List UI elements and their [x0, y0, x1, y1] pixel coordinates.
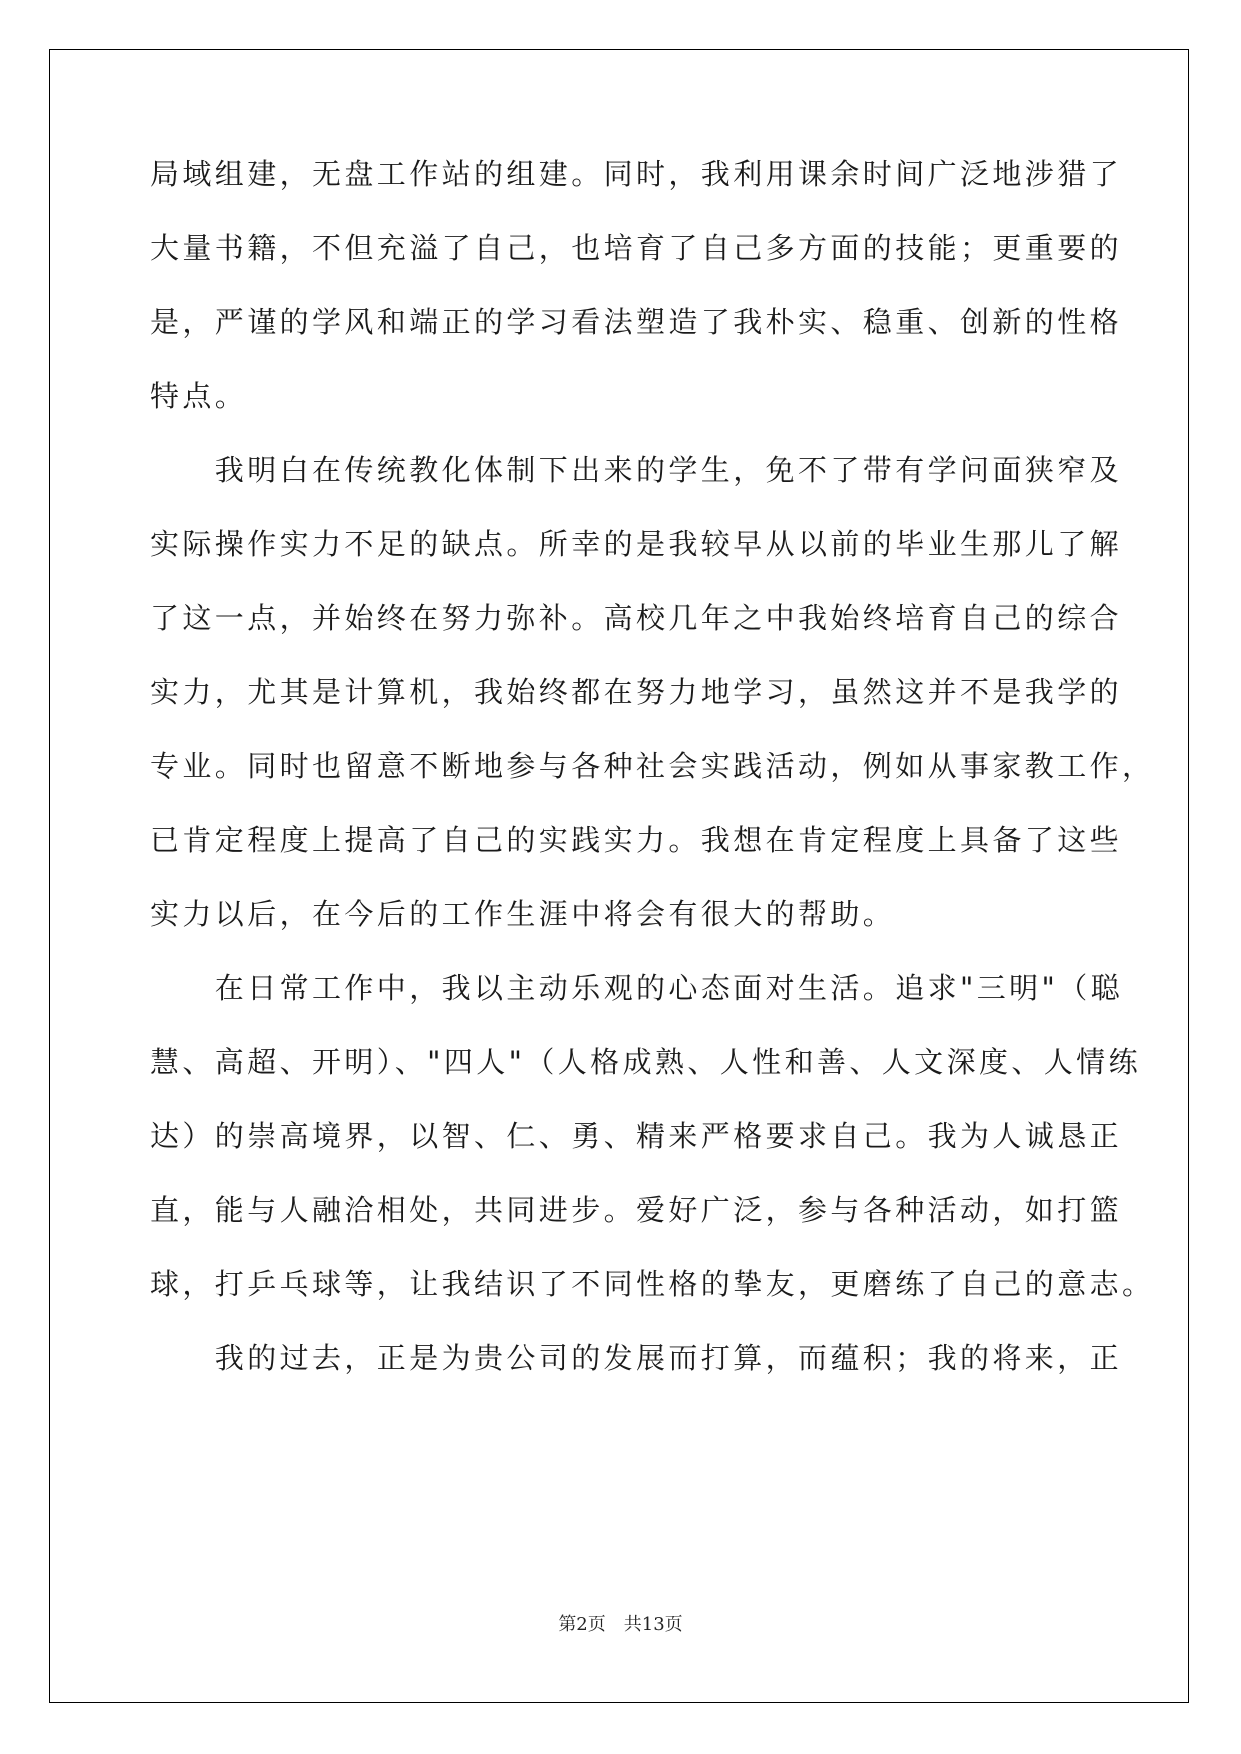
text-line: 实际操作实力不足的缺点。所幸的是我较早从以前的毕业生那儿了解 — [150, 527, 1123, 561]
text-line: 实力，尤其是计算机，我始终都在努力地学习，虽然这并不是我学的 — [150, 675, 1123, 709]
text-line: 是，严谨的学风和端正的学习看法塑造了我朴实、稳重、创新的性格 — [150, 305, 1123, 339]
text-line: 在日常工作中，我以主动乐观的心态面对生活。追求"三明"（聪 — [150, 971, 1124, 1005]
text-line: 大量书籍，不但充溢了自己，也培育了自己多方面的技能；更重要的 — [150, 231, 1123, 265]
text-line: 直，能与人融洽相处，共同进步。爱好广泛，参与各种活动，如打篮 — [150, 1193, 1123, 1227]
text-line: 专业。同时也留意不断地参与各种社会实践活动，例如从事家教工作， — [150, 749, 1155, 783]
text-line: 我的过去，正是为贵公司的发展而打算，而蕴积；我的将来，正 — [150, 1341, 1123, 1375]
text-line: 局域组建，无盘工作站的组建。同时，我利用课余时间广泛地涉猎了 — [150, 157, 1123, 191]
text-line: 慧、高超、开明）、"四人"（人格成熟、人性和善、人文深度、人情练 — [150, 1045, 1141, 1079]
text-line: 我明白在传统教化体制下出来的学生，免不了带有学问面狭窄及 — [150, 453, 1123, 487]
text-line: 实力以后，在今后的工作生涯中将会有很大的帮助。 — [150, 897, 896, 931]
text-line: 了这一点，并始终在努力弥补。高校几年之中我始终培育自己的综合 — [150, 601, 1123, 635]
text-line: 达）的崇高境界，以智、仁、勇、精来严格要求自己。我为人诚恳正 — [150, 1119, 1123, 1153]
page-number: 第2页 共13页 — [558, 1614, 683, 1635]
text-line: 球，打乒乓球等，让我结识了不同性格的挚友，更磨练了自己的意志。 — [150, 1267, 1155, 1301]
text-line: 已肯定程度上提高了自己的实践实力。我想在肯定程度上具备了这些 — [150, 823, 1123, 857]
text-line: 特点。 — [150, 379, 248, 413]
